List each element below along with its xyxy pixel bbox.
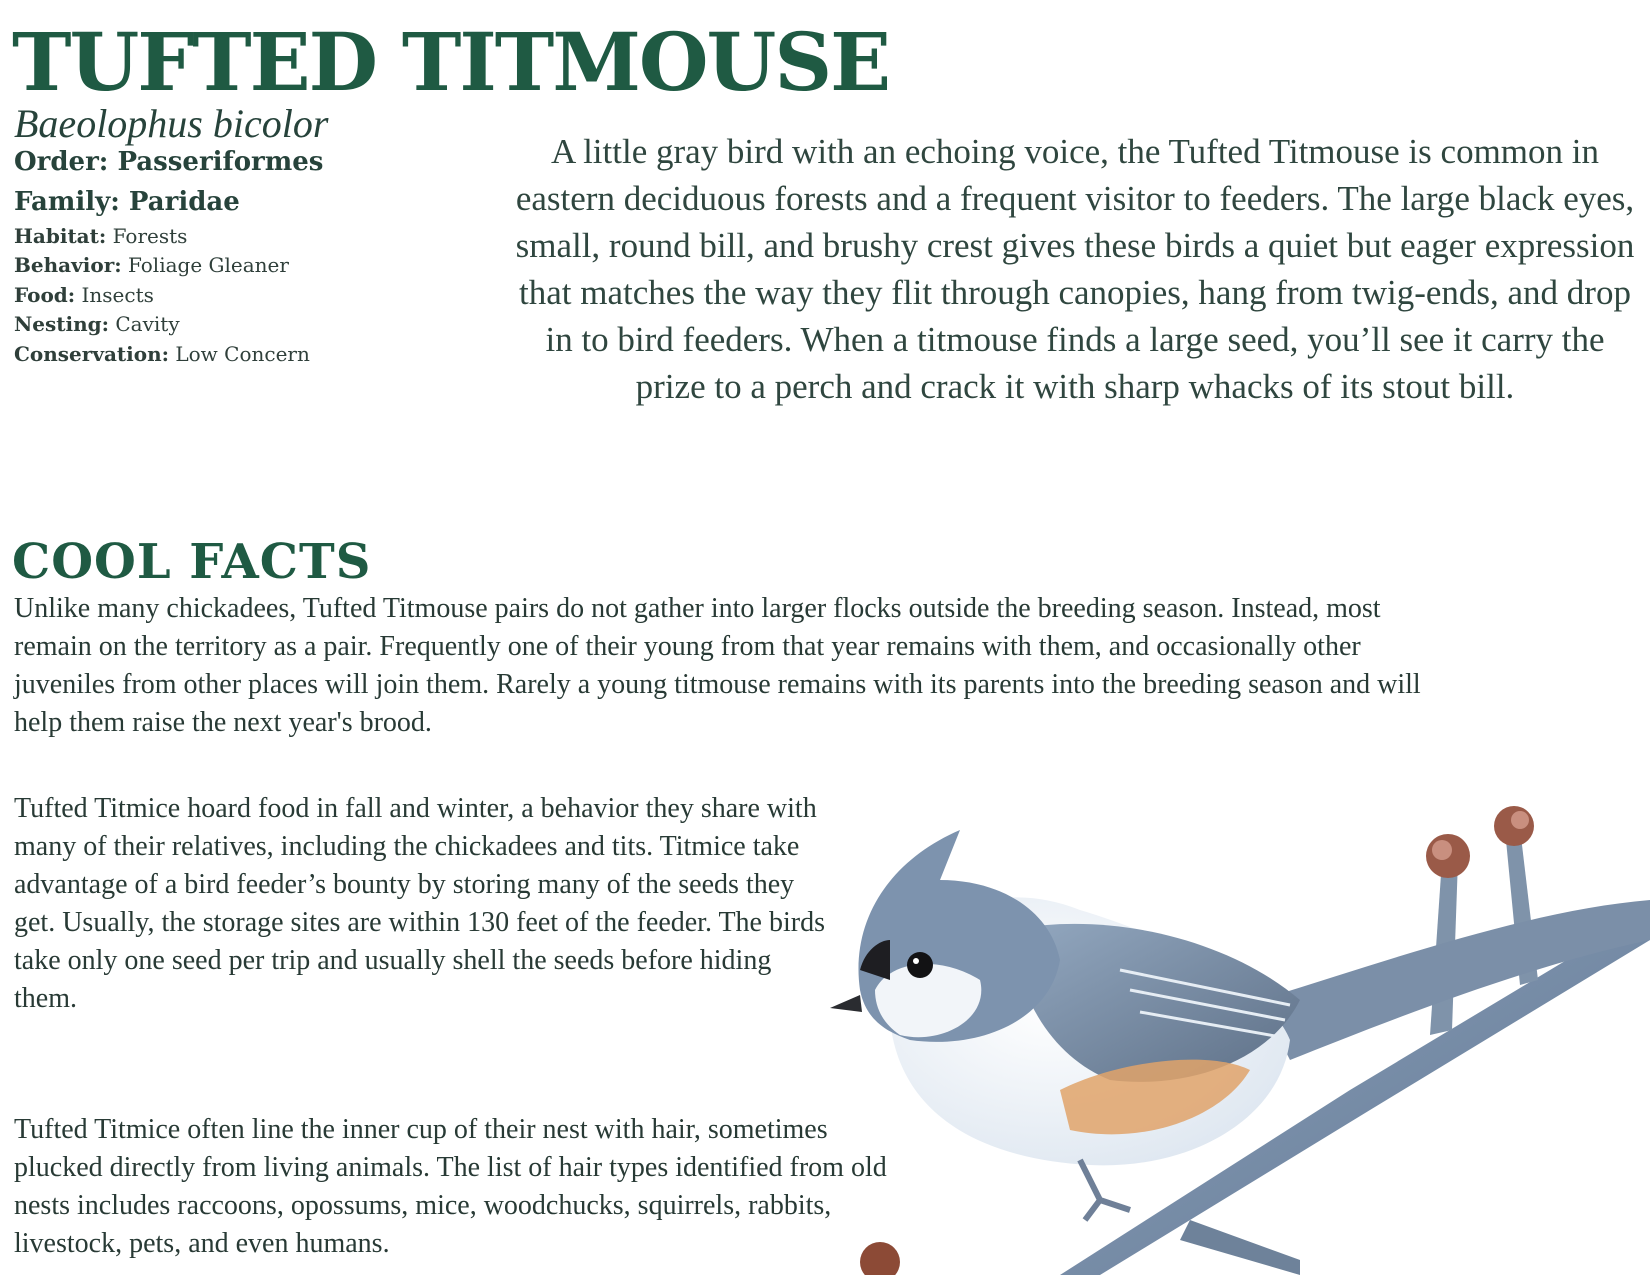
trait-habitat — [14, 222, 484, 251]
trait-label: Habitat: — [14, 224, 107, 249]
trait-label: Conservation: — [14, 341, 169, 366]
trait-behavior — [14, 251, 484, 280]
page-title: TUFTED TITMOUSE — [12, 15, 890, 109]
trait-label: Food: — [14, 282, 76, 307]
family-value: Paridae — [128, 186, 240, 217]
intro-paragraph: A little gray bird with an echoing voice, the Tufted Titmouse is common in eastern deciduous forests and a frequent visitor to feeders. The large black eyes, small, round bill, and brushy crest gives these birds a quiet but eager expression that matches the way they flit through canopies, hang from twig-ends, and drop in to bird feeders. When a titmouse finds a large seed, you’ll see it carry the prize to a perch and crack it with sharp whacks of its stout bill. — [515, 132, 1635, 406]
trait-value: Forests — [112, 224, 188, 249]
family-label: Family: — [14, 186, 120, 217]
trait-food — [14, 281, 484, 310]
trait-value: Insects — [81, 282, 154, 307]
scientific-name: Baeolophus bicolor — [14, 101, 329, 146]
order-label: Order: — [14, 147, 109, 177]
order-value: Passeriformes — [117, 147, 324, 177]
trait-value: Foliage Gleaner — [127, 253, 289, 278]
cool-facts-heading: COOL FACTS — [12, 534, 372, 590]
cool-fact-paragraph: Unlike many chickadees, Tufted Titmouse pairs do not gather into larger flocks outside the breeding season. Instead, most remain on the territory as a pair. Frequently one of their young from that year remains with them, and occasionally other juveniles from other places will join them. Rarely a young titmouse remains with its parents into the breeding season and will help them raise the next year's brood. — [14, 593, 1421, 738]
order-line — [14, 143, 484, 183]
trait-nesting — [14, 310, 484, 339]
trait-label: Nesting: — [14, 312, 110, 337]
tufted-titmouse-illustration — [830, 790, 1650, 1275]
trait-conservation — [14, 340, 484, 369]
trait-value: Cavity — [115, 312, 180, 337]
bird-icon — [830, 790, 1650, 1275]
cool-fact-paragraph: Tufted Titmice often line the inner cup of their nest with hair, sometimes plucked directly from living animals. The list of hair types identified from old nests includes raccoons, opossums, mice, woodchucks, squirrels, rabbits, livestock, pets, and even humans. — [14, 1114, 887, 1259]
family-line — [14, 183, 484, 223]
taxonomy-panel — [14, 143, 484, 369]
cool-fact-paragraph: Tufted Titmice hoard food in fall and winter, a behavior they share with many of their relatives, including the chickadees and tits. Titmice take advantage of a bird feeder’s bounty by storing many of the seeds they get. Usually, the storage sites are within 130 feet of the feeder. The birds take only one seed per trip and usually shell the seeds before hiding them. — [14, 793, 825, 1014]
trait-label: Behavior: — [14, 253, 122, 278]
trait-value: Low Concern — [175, 341, 310, 366]
